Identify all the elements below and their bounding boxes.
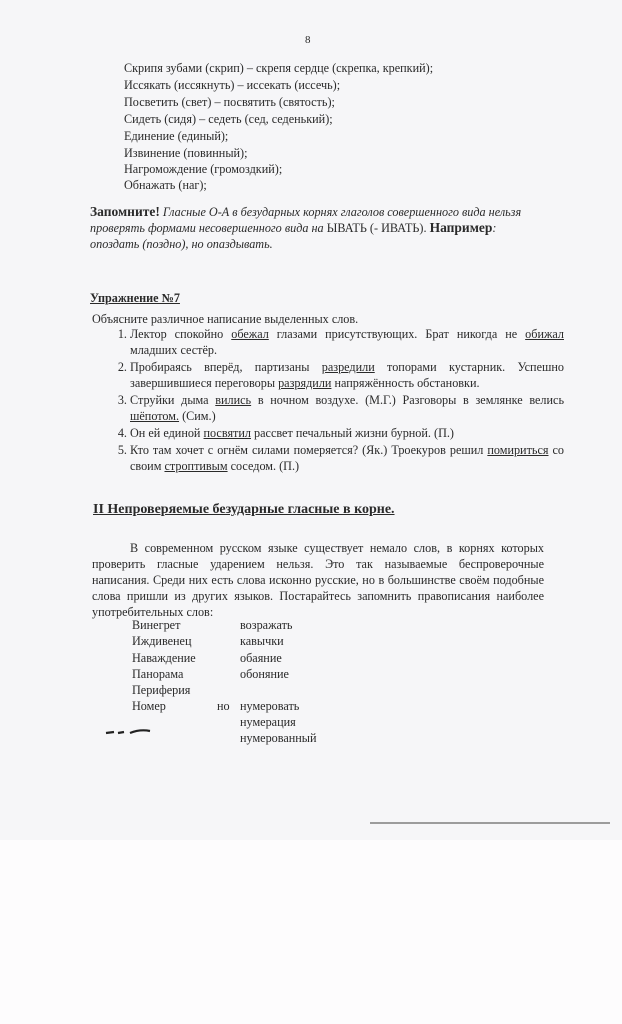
exercise-list [110, 326, 564, 475]
exercise-task: Объясните различное написание выделенных слов. [92, 312, 359, 326]
remember-label: Запомните! [90, 204, 160, 219]
example-text: : опоздать (поздно), но опаздывать. [90, 221, 497, 251]
highlighted-word: обижал [525, 327, 564, 341]
section-paragraph: В современном русском языке существует немало слов, в корнях которых проверить гласные ударением нельзя. Это так называемые беспроверочные написания. Среди них есть слова исконно русские, но в большинстве своём подобные слова пришли из других языков. Постарайтесь запомнить правописания наиболее употребительных слов: [92, 541, 544, 619]
word-list-item: нумеровать [240, 699, 300, 713]
highlighted-word: обежал [231, 327, 269, 341]
word-list-item: Винегрет [132, 618, 181, 632]
highlighted-word: разредили [321, 360, 375, 374]
page-number: 8 [305, 34, 311, 46]
exercise-item: 5. Кто там хочет с огнём силами померяется? (Як.) Троекуров решил помириться со своим строптивым соседом. (П.) [130, 442, 564, 474]
conjunction-no: но [217, 699, 230, 713]
section-heading: II Непроверяемые безударные гласные в корне. [93, 502, 395, 517]
example-line: Единение (единый); [124, 129, 229, 143]
ink-smudge [104, 728, 152, 736]
highlighted-word: посвятил [203, 426, 251, 440]
exercise-item: 2. Пробираясь вперёд, партизаны разредили топорами кустарник. Успешно завершившиеся переговоры разрядили напряжённость обстановки. [130, 359, 564, 391]
highlighted-word: шёпотом. [130, 409, 180, 423]
word-list-item: обаяние [240, 651, 282, 665]
word-list-item: Наваждение [132, 651, 196, 665]
scan-edge-line [370, 822, 610, 824]
example-line: Скрипя зубами (скрип) – скрепя сердце (скрепка, крепкий); [124, 61, 434, 75]
example-label: Например [429, 220, 493, 235]
word-list-item: Номер [132, 699, 166, 713]
word-list-item: обоняние [240, 667, 289, 681]
exercise-item: 4. Он ей единой посвятил рассвет печальный жизни бурной. (П.) [130, 425, 564, 441]
word-list-item: Иждивенец [132, 634, 192, 648]
word-list-item: возражать [240, 618, 293, 632]
remember-rule-text: Гласные О-А в безударных корнях глаголов совершенного вида нельзя проверять формами несовершенного вида на [90, 205, 522, 235]
example-line: Иссякать (иссякнуть) – иссекать (иссечь); [124, 78, 341, 92]
exercise-item: 3. Струйки дыма вились в ночном воздухе. (М.Г.) Разговоры в землянке велись шёпотом. (Сим.) [130, 392, 564, 424]
word-list-item: нумерация [240, 715, 296, 729]
word-list-item: Периферия [132, 683, 191, 697]
example-line: Посветить (свет) – посвятить (святость); [124, 95, 335, 109]
remember-rule [90, 204, 545, 252]
highlighted-word: разрядили [278, 376, 332, 390]
word-list-item: кавычки [240, 634, 284, 648]
example-line: Обнажать (наг); [124, 178, 207, 192]
example-line: Нагромождение (громоздкий); [124, 162, 283, 176]
highlighted-word: строптивым [164, 459, 228, 473]
word-list-item: Панорама [132, 667, 184, 681]
exercise-title: Упражнение №7 [90, 291, 180, 305]
word-list-item: нумерованный [240, 731, 317, 745]
highlighted-word: вились [215, 393, 252, 407]
highlighted-word: помириться [487, 443, 549, 457]
example-line: Сидеть (сидя) – седеть (сед, седенький); [124, 112, 333, 126]
exercise-item: 1. Лектор спокойно обежал глазами присутствующих. Брат никогда не обижал младших сестёр. [130, 326, 564, 358]
example-line: Извинение (повинный); [124, 146, 248, 160]
remember-suffix: ЫВАТЬ (- ИВАТЬ). [326, 221, 427, 235]
